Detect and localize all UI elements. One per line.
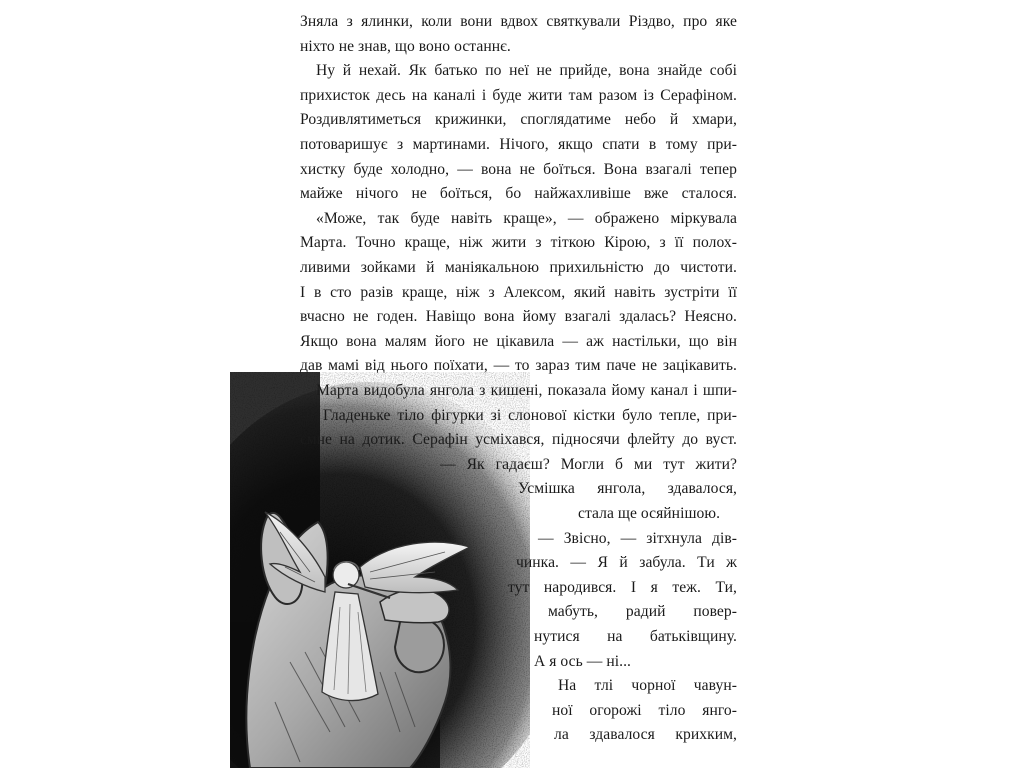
text-line-23: чинка. — Я й забула. Ти ж (516, 554, 737, 572)
text-line-18: ємне на дотик. Серафін усміхався, підносячи флейту до вуст. (300, 431, 737, 449)
text-line-1: Зняла з ялинки, коли вони вдвох святкували Різдво, про яке (300, 13, 737, 30)
text-line-5: Роздивлятиметься крижинки, споглядатиме небо й хмари, (300, 111, 737, 129)
text-line-29: ної огорожі тіло янго- (552, 701, 737, 719)
text-line-21: стала ще осяйнішою. (578, 505, 721, 522)
text-line-12: І в сто разів краще, ніж з Алексом, який навіть зустріти її (300, 283, 737, 301)
text-line-8: майже нічого не боїться, бо найжахливіше вже сталося. (300, 185, 737, 203)
text-line-26: нутися на батьківщину. (534, 628, 737, 645)
text-line-11: ливими зойками й маніякальною прихильністю до чистоти. (300, 259, 737, 276)
text-line-3: Ну й нехай. Як батько по неї не прийде, вона знайде собі (316, 62, 737, 80)
text-line-6: потоваришує з мартинами. Нічого, якщо спати в тому при- (300, 136, 737, 153)
text-line-7: хистку буде холодно, — вона не боїться. Вона взагалі тепер (300, 160, 737, 178)
text-line-24: тут народився. І я теж. Ти, (508, 578, 737, 596)
text-line-20: Усмішка янгола, здавалося, (518, 480, 737, 498)
text-line-28: На тлі чорної чавун- (558, 677, 737, 695)
text-line-4: прихисток десь на каналі і буде жити там разом із Серафіном. (300, 86, 737, 104)
text-line-2: ніхто не знав, що воно останнє. (300, 37, 511, 55)
text-line-25: мабуть, радий повер- (548, 603, 737, 621)
text-line-10: Марта. Точно краще, ніж жити з тіткою Кірою, з її полох- (300, 234, 737, 252)
text-line-14: Якщо вона малям його не цікавила — аж настільки, що він (300, 332, 737, 350)
text-line-17: лі. Гладеньке тіло фігурки зі слонової кістки було тепле, при- (300, 406, 737, 424)
text-line-9: «Може, так буде навіть краще», — ображено міркувала (316, 209, 737, 227)
text-line-16: Марта видобула янгола з кишені, показала йому канал і шпи- (316, 382, 737, 399)
finger-shape (395, 618, 444, 672)
text-line-13: вчасно не годен. Навіщо вона йому взагалі здалась? Неясно. (300, 308, 737, 326)
text-line-19: — Як гадаєш? Могли б ми тут жити? (440, 455, 737, 473)
text-line-15: дав мамі від нього поїхати, — то зараз тим паче не зацікавить. (300, 357, 737, 375)
text-line-27: А я ось — ні... (534, 652, 631, 670)
text-line-22: — Звісно, — зітхнула дів- (538, 529, 737, 547)
text-line-30: ла здавалося крихким, (554, 726, 737, 744)
